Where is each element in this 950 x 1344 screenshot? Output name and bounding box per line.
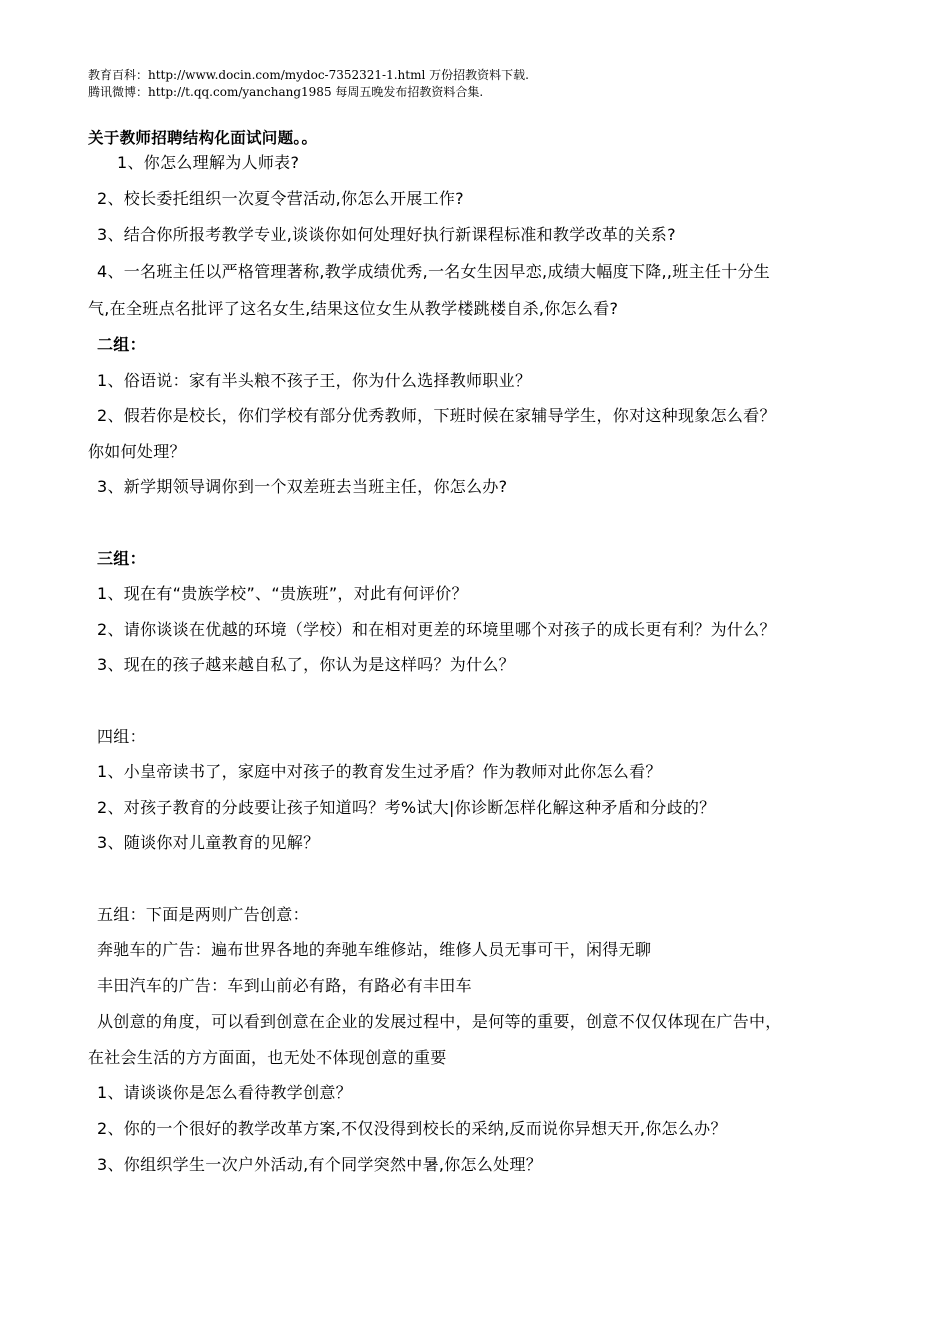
- group2-question-1: 1、俗语说：家有半头粮不孩子王，你为什么选择教师职业？: [97, 371, 532, 390]
- group1-question-4-line2: 气,在全班点名批评了这名女生,结果这位女生从教学楼跳楼自杀,你怎么看?: [88, 299, 619, 318]
- group1-question-1: 1、你怎么理解为人师表?: [117, 153, 300, 172]
- header-line-baike: 教育百科：http://www.docin.com/mydoc-7352321-1.html 万份招教资料下载.: [88, 68, 529, 82]
- group4-question-2: 2、对孩子教育的分歧要让孩子知道吗？考%试大|你诊断怎样化解这种矛盾和分歧的？: [97, 798, 716, 817]
- group4-question-3: 3、随谈你对儿童教育的见解？: [97, 833, 320, 852]
- group5-paragraph-line2: 在社会生活的方方面面，也无处不体现创意的重要: [88, 1048, 447, 1067]
- group1-question-3: 3、结合你所报考教学专业,谈谈你如何处理好执行新课程标准和教学改革的关系?: [97, 225, 676, 244]
- group5-question-3: 3、你组织学生一次户外活动,有个同学突然中暑,你怎么处理？: [97, 1155, 543, 1174]
- group3-question-3: 3、现在的孩子越来越自私了，你认为是这样吗？为什么？: [97, 655, 515, 674]
- group3-heading: 三组：: [97, 549, 146, 568]
- group5-paragraph-line1: 从创意的角度，可以看到创意在企业的发展过程中，是何等的重要，创意不仅仅体现在广告中，: [97, 1012, 782, 1031]
- group2-question-2-line1: 2、假若你是校长，你们学校有部分优秀教师，下班时候在家辅导学生，你对这种现象怎么看？: [97, 406, 776, 425]
- group5-ad-toyota: 丰田汽车的广告：车到山前必有路，有路必有丰田车: [97, 976, 472, 995]
- header-line-weibo: 腾讯微博：http://t.qq.com/yanchang1985 每周五晚发布招教资料合集.: [88, 85, 484, 99]
- group3-question-1: 1、现在有“贵族学校”、“贵族班”，对此有何评价？: [97, 584, 468, 603]
- group5-heading: 五组：下面是两则广告创意：: [97, 905, 309, 924]
- group4-heading: 四组：: [97, 727, 146, 746]
- document-title: 关于教师招聘结构化面试问题。。: [88, 129, 318, 147]
- group2-question-3: 3、新学期领导调你到一个双差班去当班主任，你怎么办?: [97, 477, 508, 496]
- group3-question-2: 2、请你谈谈在优越的环境（学校）和在相对更差的环境里哪个对孩子的成长更有利？为什么？: [97, 620, 776, 639]
- group4-question-1: 1、小皇帝读书了，家庭中对孩子的教育发生过矛盾？作为教师对此你怎么看？: [97, 762, 662, 781]
- group5-ad-benz: 奔驰车的广告：遍布世界各地的奔驰车维修站，维修人员无事可干，闲得无聊: [97, 940, 652, 959]
- group5-question-1: 1、请谈谈你是怎么看待教学创意？: [97, 1083, 352, 1102]
- group2-question-2-line2: 你如何处理？: [88, 442, 186, 461]
- group2-heading: 二组：: [97, 335, 146, 354]
- group5-question-2: 2、你的一个很好的教学改革方案,不仅没得到校长的采纳,反而说你异想天开,你怎么办？: [97, 1119, 727, 1138]
- group1-question-4-line1: 4、一名班主任以严格管理著称,教学成绩优秀,一名女生因早恋,成绩大幅度下降,,班主任十分生: [97, 262, 771, 281]
- page-header: [88, 67, 529, 101]
- group1-question-2: 2、校长委托组织一次夏令营活动,你怎么开展工作?: [97, 189, 464, 208]
